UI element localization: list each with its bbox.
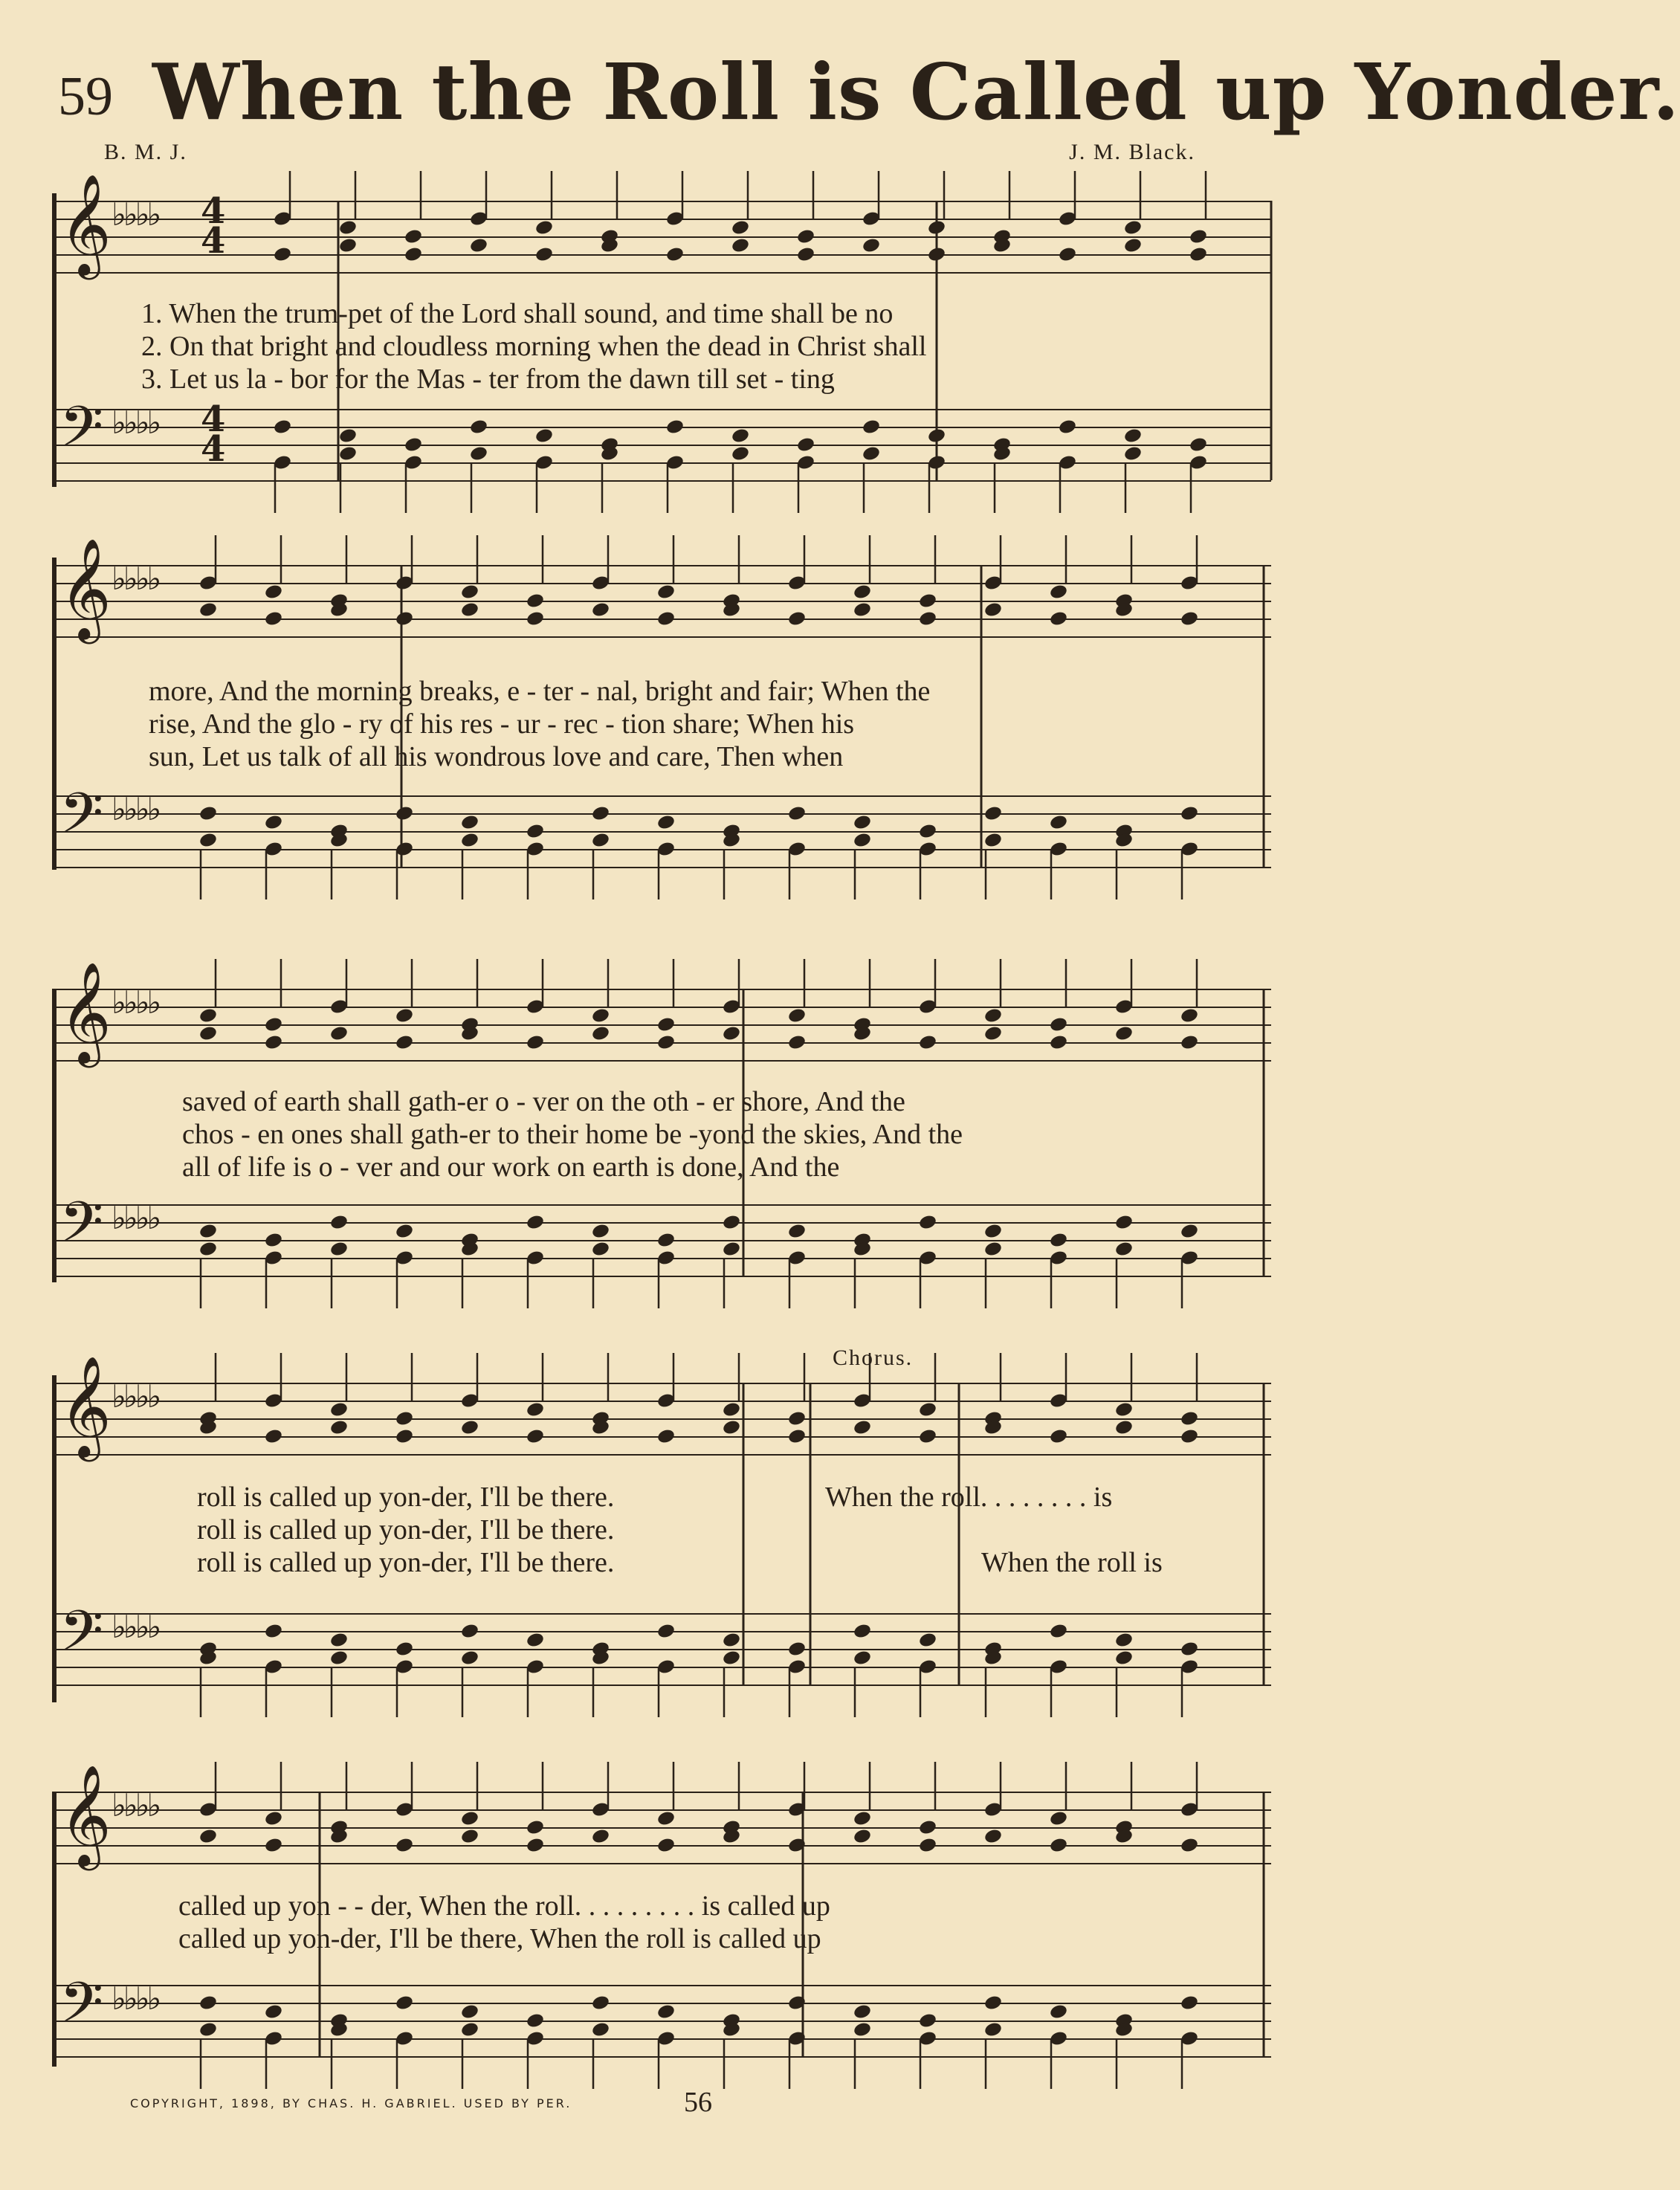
note-head bbox=[927, 427, 946, 445]
note-head bbox=[395, 1641, 414, 1658]
note-head bbox=[395, 1410, 414, 1427]
note-head bbox=[395, 1428, 414, 1445]
verse-1-line-4: roll is called up yon-der, I'll be there. bbox=[197, 1482, 615, 1513]
hymn-number: 59 bbox=[58, 66, 113, 127]
note-head bbox=[722, 1025, 741, 1042]
note-head bbox=[853, 1419, 872, 1436]
note-head bbox=[526, 1632, 545, 1649]
note-head bbox=[460, 2021, 479, 2038]
note-head bbox=[264, 610, 283, 627]
note-head bbox=[591, 2021, 610, 2038]
note-head bbox=[460, 1623, 479, 1640]
note-head bbox=[395, 1994, 414, 2012]
note-head bbox=[338, 445, 358, 462]
note-head bbox=[404, 436, 423, 453]
note-head bbox=[1180, 1837, 1199, 1854]
note-head bbox=[787, 1007, 807, 1024]
note-head bbox=[656, 1428, 676, 1445]
note-head bbox=[1049, 1428, 1068, 1445]
note-head bbox=[1058, 246, 1077, 263]
note-head bbox=[1114, 1632, 1134, 1649]
note-head bbox=[1049, 1623, 1068, 1640]
treble-clef-icon: 𝄞 bbox=[59, 172, 112, 275]
note-head bbox=[918, 1428, 937, 1445]
note-head bbox=[853, 601, 872, 618]
bass-clef-icon: 𝄢 bbox=[59, 1970, 104, 2050]
note-head bbox=[264, 584, 283, 601]
note-head bbox=[469, 419, 488, 436]
note-head bbox=[469, 445, 488, 462]
note-head bbox=[1189, 246, 1208, 263]
note-head bbox=[796, 436, 815, 453]
note-head bbox=[198, 2021, 218, 2038]
note-head bbox=[273, 419, 292, 436]
chorus-bass-lyric: When the roll is bbox=[981, 1547, 1163, 1578]
note-head bbox=[591, 832, 610, 849]
note-head bbox=[395, 1034, 414, 1051]
note-head bbox=[198, 805, 218, 822]
note-head bbox=[1123, 219, 1143, 236]
key-signature-flats: ♭♭♭♭ bbox=[112, 791, 159, 827]
note-head bbox=[591, 1828, 610, 1845]
note-head bbox=[469, 237, 488, 254]
note-head bbox=[787, 1034, 807, 1051]
note-head bbox=[656, 1623, 676, 1640]
note-head bbox=[918, 1632, 937, 1649]
key-signature-flats: ♭♭♭♭ bbox=[112, 984, 159, 1021]
note-head bbox=[796, 246, 815, 263]
note-head bbox=[460, 814, 479, 831]
note-head bbox=[329, 1419, 349, 1436]
note-head bbox=[1049, 1837, 1068, 1854]
note-head bbox=[1180, 1994, 1199, 2012]
verse-2-line-1: 2. On that bright and cloudless morning when the dead in Christ shall bbox=[141, 331, 927, 362]
note-head bbox=[198, 1025, 218, 1042]
note-head bbox=[329, 1214, 349, 1231]
note-head bbox=[927, 246, 946, 263]
words-credit: B. M. J. bbox=[104, 140, 187, 164]
note-head bbox=[1049, 1232, 1068, 1249]
note-head bbox=[656, 1016, 676, 1033]
bass-clef-icon: 𝄢 bbox=[59, 781, 104, 860]
note-head bbox=[1180, 1641, 1199, 1658]
note-head bbox=[338, 219, 358, 236]
key-signature-flats: ♭♭♭♭ bbox=[112, 1787, 159, 1824]
time-signature: 4 4 bbox=[201, 398, 226, 470]
note-head bbox=[722, 1632, 741, 1649]
note-head bbox=[591, 601, 610, 618]
treble-clef-icon: 𝄞 bbox=[59, 960, 112, 1063]
note-head bbox=[918, 823, 937, 840]
note-head bbox=[1049, 584, 1068, 601]
note-head bbox=[787, 1223, 807, 1240]
note-head bbox=[853, 2003, 872, 2021]
note-head bbox=[1180, 610, 1199, 627]
note-head bbox=[731, 219, 750, 236]
note-head bbox=[526, 823, 545, 840]
note-head bbox=[731, 237, 750, 254]
key-signature-flats: ♭♭♭♭ bbox=[112, 196, 159, 233]
note-head bbox=[526, 1401, 545, 1418]
note-head bbox=[198, 1007, 218, 1024]
note-head bbox=[460, 2003, 479, 2021]
note-head bbox=[460, 584, 479, 601]
note-head bbox=[983, 1828, 1003, 1845]
note-head bbox=[1049, 814, 1068, 831]
note-head bbox=[1049, 1810, 1068, 1827]
note-head bbox=[1180, 805, 1199, 822]
note-head bbox=[853, 2021, 872, 2038]
note-head bbox=[787, 1410, 807, 1427]
note-head bbox=[1114, 1650, 1134, 1667]
note-head bbox=[526, 1837, 545, 1854]
note-head bbox=[404, 228, 423, 245]
note-head bbox=[526, 1428, 545, 1445]
note-head bbox=[1180, 1034, 1199, 1051]
note-head bbox=[329, 1401, 349, 1418]
note-head bbox=[918, 1214, 937, 1231]
note-head bbox=[264, 1837, 283, 1854]
note-head bbox=[395, 805, 414, 822]
note-head bbox=[722, 1214, 741, 1231]
note-head bbox=[329, 1241, 349, 1258]
hymn-title: When the Roll is Called up Yonder. bbox=[152, 46, 1680, 138]
note-head bbox=[656, 1810, 676, 1827]
note-head bbox=[526, 1214, 545, 1231]
note-head bbox=[329, 1650, 349, 1667]
note-head bbox=[273, 246, 292, 263]
note-head bbox=[1114, 1241, 1134, 1258]
note-head bbox=[983, 2021, 1003, 2038]
key-signature-flats: ♭♭♭♭ bbox=[112, 404, 159, 441]
note-head bbox=[862, 237, 881, 254]
note-head bbox=[1049, 610, 1068, 627]
note-head bbox=[853, 832, 872, 849]
chorus-label: Chorus. bbox=[833, 1346, 914, 1370]
note-head bbox=[198, 1994, 218, 2012]
verse-2-line-4: roll is called up yon-der, I'll be there. bbox=[197, 1514, 615, 1545]
note-head bbox=[1049, 2003, 1068, 2021]
note-head bbox=[853, 1810, 872, 1827]
chorus-treble-lyric: When the roll. . . . . . . . is bbox=[825, 1482, 1113, 1513]
note-head bbox=[796, 228, 815, 245]
note-head bbox=[198, 1223, 218, 1240]
note-head bbox=[591, 1025, 610, 1042]
note-head bbox=[1180, 1223, 1199, 1240]
note-head bbox=[591, 1223, 610, 1240]
note-head bbox=[1123, 427, 1143, 445]
copyright-notice: COPYRIGHT, 1898, BY CHAS. H. GABRIEL. USED BY PER. bbox=[130, 2096, 572, 2110]
bass-clef-icon: 𝄢 bbox=[59, 1598, 104, 1678]
note-head bbox=[983, 1025, 1003, 1042]
note-head bbox=[198, 832, 218, 849]
verse-3-line-1: 3. Let us la - bor for the Mas - ter from the dawn till set - ting bbox=[141, 364, 835, 395]
note-head bbox=[460, 1419, 479, 1436]
note-head bbox=[534, 246, 554, 263]
note-head bbox=[526, 2012, 545, 2029]
note-head bbox=[853, 814, 872, 831]
note-head bbox=[460, 1828, 479, 1845]
verse-3-line-4: roll is called up yon-der, I'll be there. bbox=[197, 1547, 615, 1578]
note-head bbox=[1189, 436, 1208, 453]
note-head bbox=[534, 219, 554, 236]
verse-1-line-1: 1. When the trum-pet of the Lord shall sound, and time shall be no bbox=[141, 298, 894, 329]
note-head bbox=[526, 1819, 545, 1836]
note-head bbox=[787, 805, 807, 822]
music-credit: J. M. Black. bbox=[1069, 140, 1195, 164]
treble-clef-icon: 𝄞 bbox=[59, 1354, 112, 1457]
note-head bbox=[722, 1401, 741, 1418]
note-head bbox=[526, 1034, 545, 1051]
note-head bbox=[395, 610, 414, 627]
note-head bbox=[722, 1650, 741, 1667]
note-head bbox=[264, 2003, 283, 2021]
note-head bbox=[722, 1241, 741, 1258]
note-head bbox=[722, 1419, 741, 1436]
note-head bbox=[983, 601, 1003, 618]
note-head bbox=[264, 814, 283, 831]
note-head bbox=[264, 1016, 283, 1033]
note-head bbox=[983, 805, 1003, 822]
note-head bbox=[1114, 1401, 1134, 1418]
note-head bbox=[198, 1828, 218, 1845]
note-head bbox=[731, 427, 750, 445]
note-head bbox=[665, 246, 685, 263]
key-signature-flats: ♭♭♭♭ bbox=[112, 1609, 159, 1645]
note-head bbox=[1189, 228, 1208, 245]
note-head bbox=[1114, 1419, 1134, 1436]
note-head bbox=[1049, 1016, 1068, 1033]
bass-clef-icon: 𝄢 bbox=[59, 1189, 104, 1269]
note-head bbox=[918, 592, 937, 610]
note-head bbox=[731, 445, 750, 462]
note-head bbox=[656, 610, 676, 627]
note-head bbox=[787, 610, 807, 627]
treble-clef-icon: 𝄞 bbox=[59, 537, 112, 639]
key-signature-flats: ♭♭♭♭ bbox=[112, 1200, 159, 1236]
note-head bbox=[1180, 1410, 1199, 1427]
note-head bbox=[534, 427, 554, 445]
note-head bbox=[918, 1034, 937, 1051]
note-head bbox=[329, 1025, 349, 1042]
verse-3-line-3: all of life is o - ver and our work on earth is done, And the bbox=[182, 1151, 840, 1183]
note-head bbox=[404, 246, 423, 263]
note-head bbox=[787, 1641, 807, 1658]
note-head bbox=[460, 1650, 479, 1667]
key-signature-flats: ♭♭♭♭ bbox=[112, 561, 159, 597]
note-head bbox=[853, 584, 872, 601]
note-head bbox=[1114, 1025, 1134, 1042]
note-head bbox=[338, 427, 358, 445]
note-head bbox=[665, 419, 685, 436]
note-head bbox=[656, 1034, 676, 1051]
chorus-line-5-bass-lyric: called up yon-der, I'll be there, When the roll is called up bbox=[178, 1923, 821, 1954]
note-head bbox=[338, 237, 358, 254]
time-signature: 4 4 bbox=[201, 190, 226, 262]
note-head bbox=[983, 1241, 1003, 1258]
bass-clef-icon: 𝄢 bbox=[59, 394, 104, 474]
note-head bbox=[460, 832, 479, 849]
note-head bbox=[198, 601, 218, 618]
note-head bbox=[918, 1837, 937, 1854]
key-signature-flats: ♭♭♭♭ bbox=[112, 1980, 159, 2017]
key-signature-flats: ♭♭♭♭ bbox=[112, 1378, 159, 1415]
page-number: 56 bbox=[684, 2087, 712, 2118]
note-head bbox=[656, 1837, 676, 1854]
treble-clef-icon: 𝄞 bbox=[59, 1763, 112, 1866]
note-head bbox=[1123, 445, 1143, 462]
note-head bbox=[264, 1810, 283, 1827]
note-head bbox=[918, 610, 937, 627]
note-head bbox=[591, 1994, 610, 2012]
note-head bbox=[264, 1232, 283, 1249]
note-head bbox=[395, 1837, 414, 1854]
note-head bbox=[460, 601, 479, 618]
note-head bbox=[656, 584, 676, 601]
note-head bbox=[927, 219, 946, 236]
note-head bbox=[918, 2012, 937, 2029]
note-head bbox=[460, 1810, 479, 1827]
note-head bbox=[198, 1241, 218, 1258]
note-head bbox=[853, 1650, 872, 1667]
note-head bbox=[264, 1428, 283, 1445]
note-head bbox=[983, 1007, 1003, 1024]
note-head bbox=[656, 1232, 676, 1249]
note-head bbox=[1049, 1034, 1068, 1051]
verse-1-line-3: saved of earth shall gath-er o - ver on the oth - er shore, And the bbox=[182, 1086, 905, 1117]
note-head bbox=[329, 1632, 349, 1649]
note-head bbox=[526, 610, 545, 627]
note-head bbox=[656, 814, 676, 831]
note-head bbox=[656, 2003, 676, 2021]
note-head bbox=[264, 1623, 283, 1640]
note-head bbox=[591, 1007, 610, 1024]
note-head bbox=[264, 1034, 283, 1051]
verse-2-line-3: chos - en ones shall gath-er to their home be -yond the skies, And the bbox=[182, 1119, 963, 1150]
verse-3-line-2: sun, Let us talk of all his wondrous love and care, Then when bbox=[149, 741, 844, 772]
note-head bbox=[591, 805, 610, 822]
note-head bbox=[918, 1401, 937, 1418]
note-head bbox=[395, 1223, 414, 1240]
note-head bbox=[395, 1007, 414, 1024]
note-head bbox=[526, 592, 545, 610]
note-head bbox=[591, 1241, 610, 1258]
verse-1-line-2: more, And the morning breaks, e - ter - nal, bright and fair; When the bbox=[149, 676, 931, 707]
note-head bbox=[1180, 1428, 1199, 1445]
note-head bbox=[918, 1819, 937, 1836]
note-head bbox=[853, 1623, 872, 1640]
note-head bbox=[1123, 237, 1143, 254]
note-head bbox=[862, 445, 881, 462]
note-head bbox=[983, 1994, 1003, 2012]
note-head bbox=[1058, 419, 1077, 436]
note-head bbox=[787, 1428, 807, 1445]
note-head bbox=[862, 419, 881, 436]
chorus-line-5-treble-lyric: called up yon - - der, When the roll. . . . . . . . . is called up bbox=[178, 1890, 830, 1922]
note-head bbox=[983, 832, 1003, 849]
note-head bbox=[983, 1223, 1003, 1240]
verse-2-line-2: rise, And the glo - ry of his res - ur - rec - tion share; When his bbox=[149, 708, 855, 740]
note-head bbox=[1114, 1214, 1134, 1231]
note-head bbox=[853, 1828, 872, 1845]
note-head bbox=[1180, 1007, 1199, 1024]
